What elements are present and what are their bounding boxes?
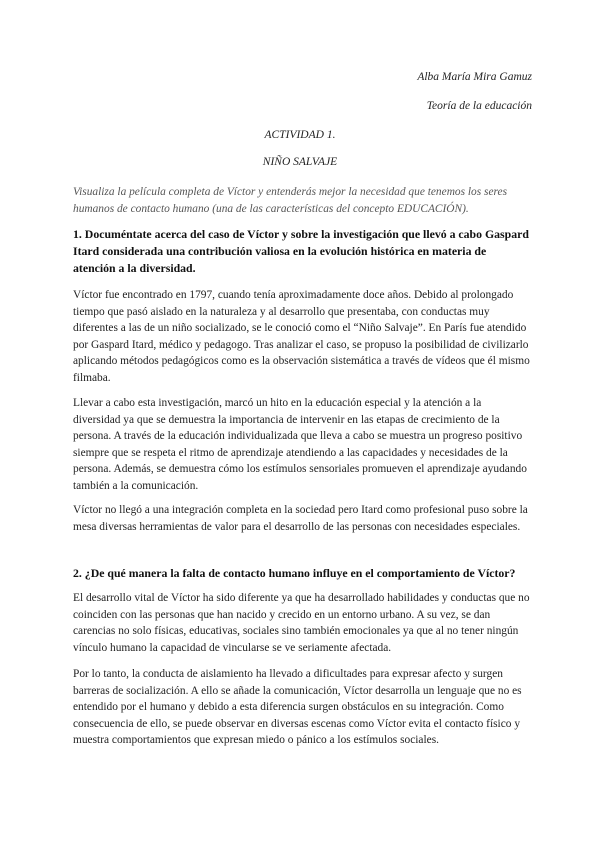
activity-title: ACTIVIDAD 1. — [264, 129, 336, 141]
answer-1-paragraph-3: Víctor no llegó a una integración completa en la sociedad pero Itard como profesional puso sobre la mesa diversas herramientas de valor para el desarrollo de las personas con necesidades especiales. — [73, 504, 528, 533]
intro-paragraph: Visualiza la película completa de Víctor y entenderás mejor la necesidad que tenemos los seres humanos de contacto humano (una de las características del concepto EDUCACIÓN). — [73, 186, 508, 215]
course-name: Teoría de la educación — [426, 100, 532, 112]
question-1-heading: 1. Documéntate acerca del caso de Víctor y sobre la investigación que llevó a cabo Gaspard Itard considerada una contribución valiosa en la evolución histórica en materia de atención a la diversidad. — [73, 227, 529, 275]
answer-1-paragraph-2: Llevar a cabo esta investigación, marcó un hito en la educación especial y la atención a la diversidad ya que se demuestra la importancia de intervenir en las etapas de crecimiento de la persona. A través de la educación individualizada que lleva a cabo se muestra un progreso positivo siempre que se respeta el ritmo de aprendizaje atendiendo a las capacidades y necesidades de la persona. Además, se demuestra cómo los estímulos sensoriales promueven el aprendizaje ayudando también a la comunicación. — [73, 397, 527, 492]
author-name: Alba María Mira Gamuz — [417, 71, 532, 83]
answer-2-paragraph-2: Por lo tanto, la conducta de aislamiento ha llevado a dificultades para expresar afecto y surgen barreras de socialización. A ello se añade la comunicación, Víctor desarrolla un lenguaje que no es entendido por el humano y debido a esta diferencia surgen obstáculos en su integración. Como consecuencia de ello, se puede observar en diversas escenas como Víctor evita el contacto físico y muestra comportamientos que expresan miedo o pánico a los estímulos sociales. — [73, 668, 522, 746]
document-subject: NIÑO SALVAJE — [262, 156, 338, 168]
answer-1-paragraph-1: Víctor fue encontrado en 1797, cuando tenía aproximadamente doce años. Debido al prolongado tiempo que pasó aislado en la naturaleza y al desarrollo que presentaba, con conductas muy diferentes a las de un niño socializado, se le conoció como el “Niño Salvaje”. En París fue atendido por Gaspard Itard, médico y pedagogo. Tras analizar el caso, se propuso la posibilidad de civilizarlo aplicando métodos pedagógicos como es la observación sistemática a través de vídeos que él mismo filmaba. — [73, 289, 530, 384]
question-2-heading: 2. ¿De qué manera la falta de contacto humano influye en el comportamiento de Víctor? — [73, 566, 516, 580]
answer-2-paragraph-1: El desarrollo vital de Víctor ha sido diferente ya que ha desarrollado habilidades y conductas que no coinciden con las personas que han nacido y crecido en un entorno urbano. A su vez, se dan carencias no solo físicas, educativas, sociales sino también emocionales ya que al no tener ningún vínculo humano la capacidad de vincularse se ve seriamente afectada. — [73, 592, 530, 654]
